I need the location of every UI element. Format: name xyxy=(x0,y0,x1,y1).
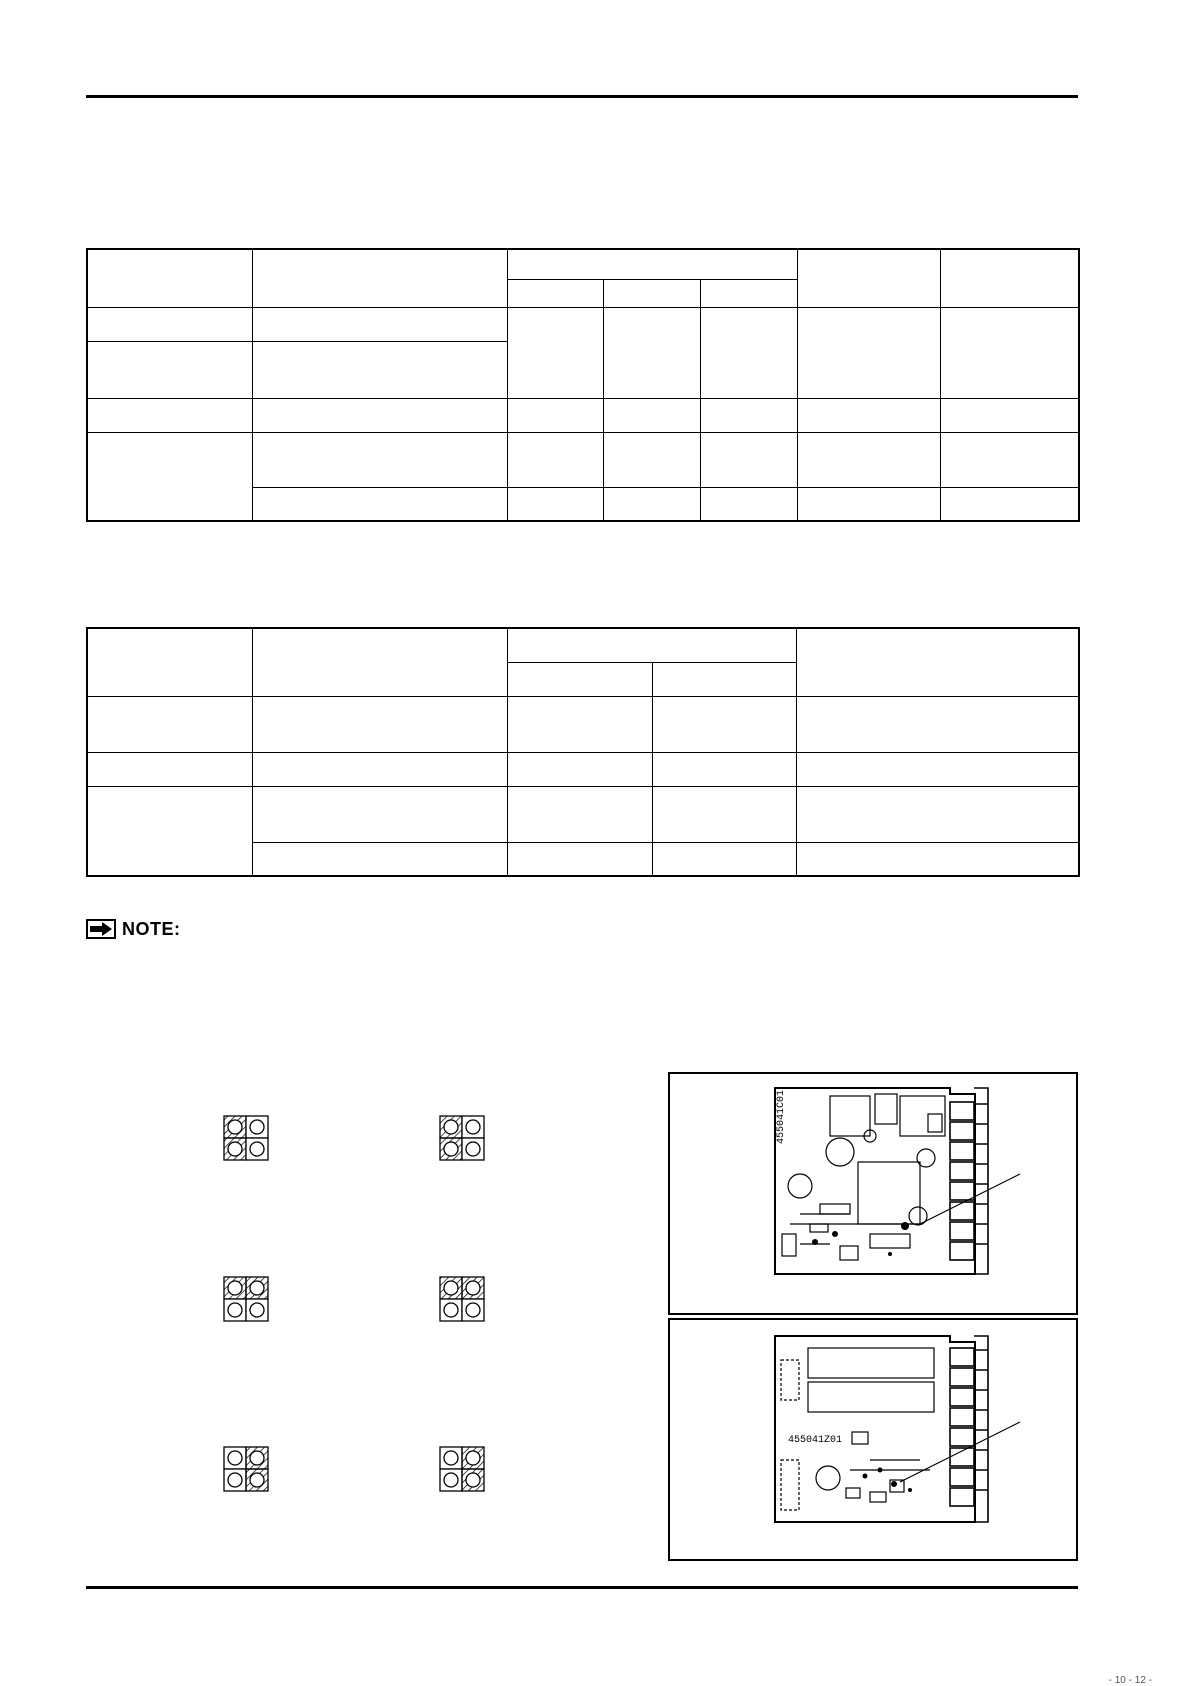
jumper-pin xyxy=(228,1281,242,1295)
jumper-pin xyxy=(466,1451,480,1465)
jumper-pin xyxy=(466,1120,480,1134)
jumper-pin xyxy=(228,1303,242,1317)
jumper-pin xyxy=(444,1281,458,1295)
jumper-block xyxy=(440,1447,484,1491)
jumper-pin xyxy=(250,1473,264,1487)
jumper-block xyxy=(440,1116,484,1160)
page-footer-mark: - 10 - 12 - xyxy=(1108,1675,1152,1686)
jumper-pin xyxy=(444,1473,458,1487)
jumper-block xyxy=(440,1277,484,1321)
jumper-pin xyxy=(250,1451,264,1465)
jumper-pin xyxy=(250,1303,264,1317)
jumper-pin xyxy=(444,1142,458,1156)
jumper-block xyxy=(224,1277,268,1321)
pcb-board-bottom xyxy=(670,1320,1076,1559)
jumper-pin xyxy=(444,1303,458,1317)
jumper-pin xyxy=(466,1473,480,1487)
pcb-board-top xyxy=(670,1074,1076,1313)
jumper-block xyxy=(224,1116,268,1160)
jumper-pin xyxy=(444,1451,458,1465)
jumper-pin xyxy=(228,1473,242,1487)
jumper-pin xyxy=(444,1120,458,1134)
board-label-top: 455041C01 xyxy=(776,1089,787,1144)
footer-rule xyxy=(86,1586,1078,1589)
jumper-pin xyxy=(228,1451,242,1465)
pcb-panel-bottom xyxy=(668,1318,1078,1561)
jumper-pin xyxy=(250,1142,264,1156)
jumper-pin xyxy=(466,1303,480,1317)
jumper-block xyxy=(224,1447,268,1491)
jumper-pin xyxy=(228,1142,242,1156)
jumper-pin xyxy=(250,1120,264,1134)
jumper-pin xyxy=(250,1281,264,1295)
jumper-pin xyxy=(466,1281,480,1295)
pcb-panel-top xyxy=(668,1072,1078,1315)
note-label: NOTE: xyxy=(122,918,181,939)
board-label-bottom: 455041Z01 xyxy=(788,1435,843,1446)
jumper-pin xyxy=(228,1120,242,1134)
jumper-pin xyxy=(466,1142,480,1156)
